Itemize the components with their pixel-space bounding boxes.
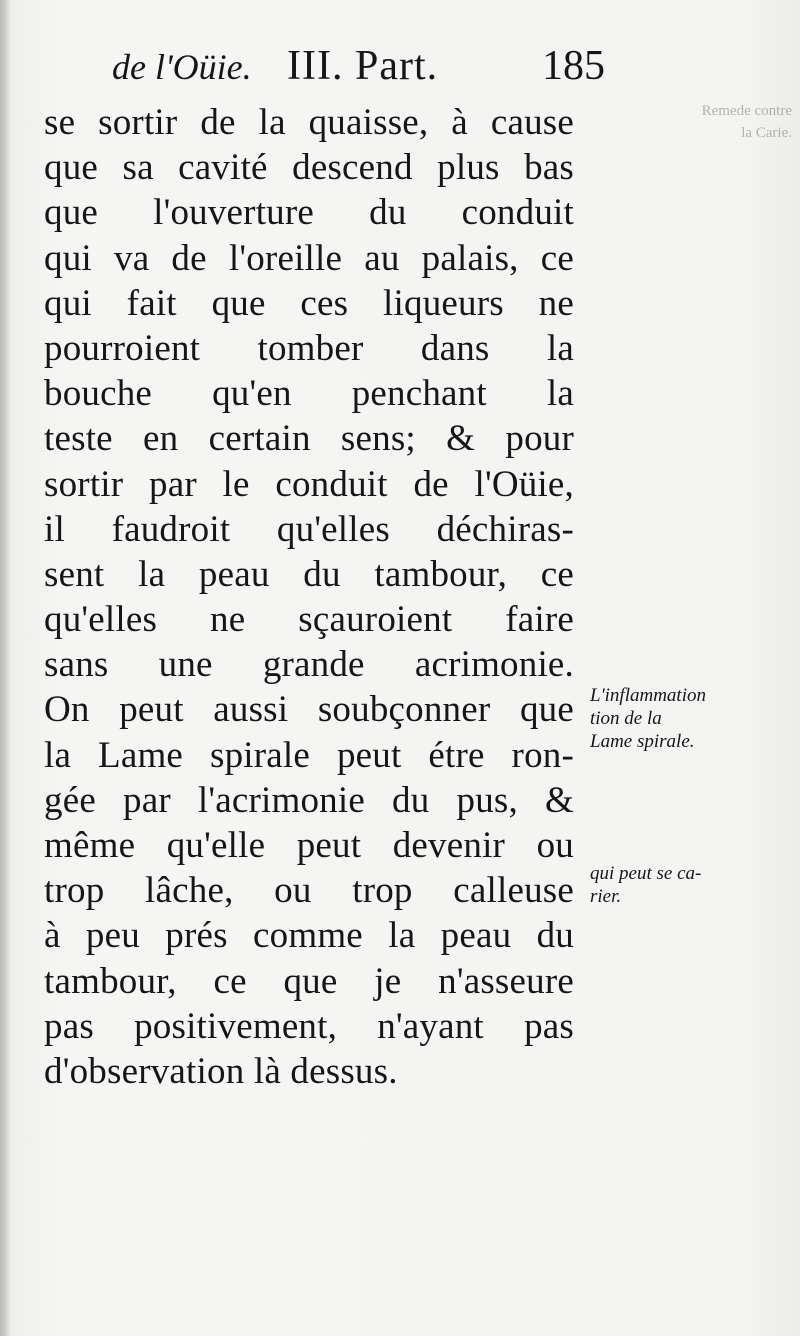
text-line: sans une grande acrimonie. bbox=[44, 644, 574, 686]
gutter-shadow bbox=[0, 0, 10, 1336]
main-text-block bbox=[44, 100, 574, 1094]
margin-note-line: L'inflammation bbox=[590, 685, 706, 706]
margin-note-line: qui peut se ca- bbox=[590, 863, 702, 884]
running-title: de l'Oüie. bbox=[112, 47, 252, 87]
text-line: qu'elles ne sçauroient faire bbox=[44, 599, 574, 641]
margin-note-line: tion de la bbox=[590, 708, 662, 729]
text-line: il faudroit qu'elles déchiras- bbox=[44, 508, 574, 550]
text-line: que sa cavité descend plus bas bbox=[44, 147, 574, 189]
text-line: se sortir de la quaisse, à cause bbox=[44, 102, 574, 143]
text-line: pas positivement, n'ayant pas bbox=[44, 1005, 574, 1047]
text-line: On peut aussi soubçonner que bbox=[44, 689, 574, 731]
margin-note-line: Lame spirale. bbox=[590, 731, 695, 752]
text-line: trop lâche, ou trop calleuse bbox=[44, 870, 574, 912]
text-line: bouche qu'en penchant la bbox=[44, 373, 574, 415]
margin-note-caries bbox=[590, 862, 750, 908]
bleed-through-line: la Carie. bbox=[741, 125, 792, 141]
text-line: gée par l'acrimonie du pus, & bbox=[44, 779, 574, 821]
text-line: pourroient tomber dans la bbox=[44, 327, 574, 369]
text-line: même qu'elle peut devenir ou bbox=[44, 825, 574, 866]
bleed-through-line: Remede contre bbox=[701, 103, 792, 119]
bleed-through-text bbox=[702, 100, 792, 144]
running-header bbox=[112, 38, 605, 98]
text-line: à peu prés comme la peau du bbox=[44, 915, 574, 957]
text-line: que l'ouverture du conduit bbox=[44, 192, 574, 234]
page-number: 185 bbox=[542, 43, 605, 89]
part-label: III. Part. bbox=[287, 43, 439, 89]
text-line: sent la peau du tambour, ce bbox=[44, 553, 574, 595]
margin-note-inflammation bbox=[590, 684, 750, 753]
text-line: qui fait que ces liqueurs ne bbox=[44, 282, 574, 324]
text-line: tambour, ce que je n'asseure bbox=[44, 960, 574, 1002]
text-line: qui va de l'oreille au palais, ce bbox=[44, 237, 574, 279]
text-line: teste en certain sens; & pour bbox=[44, 418, 574, 460]
text-line: d'observation là dessus. bbox=[44, 1050, 398, 1092]
text-line: la Lame spirale peut étre ron- bbox=[44, 734, 574, 776]
text-line: sortir par le conduit de l'Oüie, bbox=[44, 463, 574, 505]
margin-note-line: rier. bbox=[590, 886, 622, 907]
